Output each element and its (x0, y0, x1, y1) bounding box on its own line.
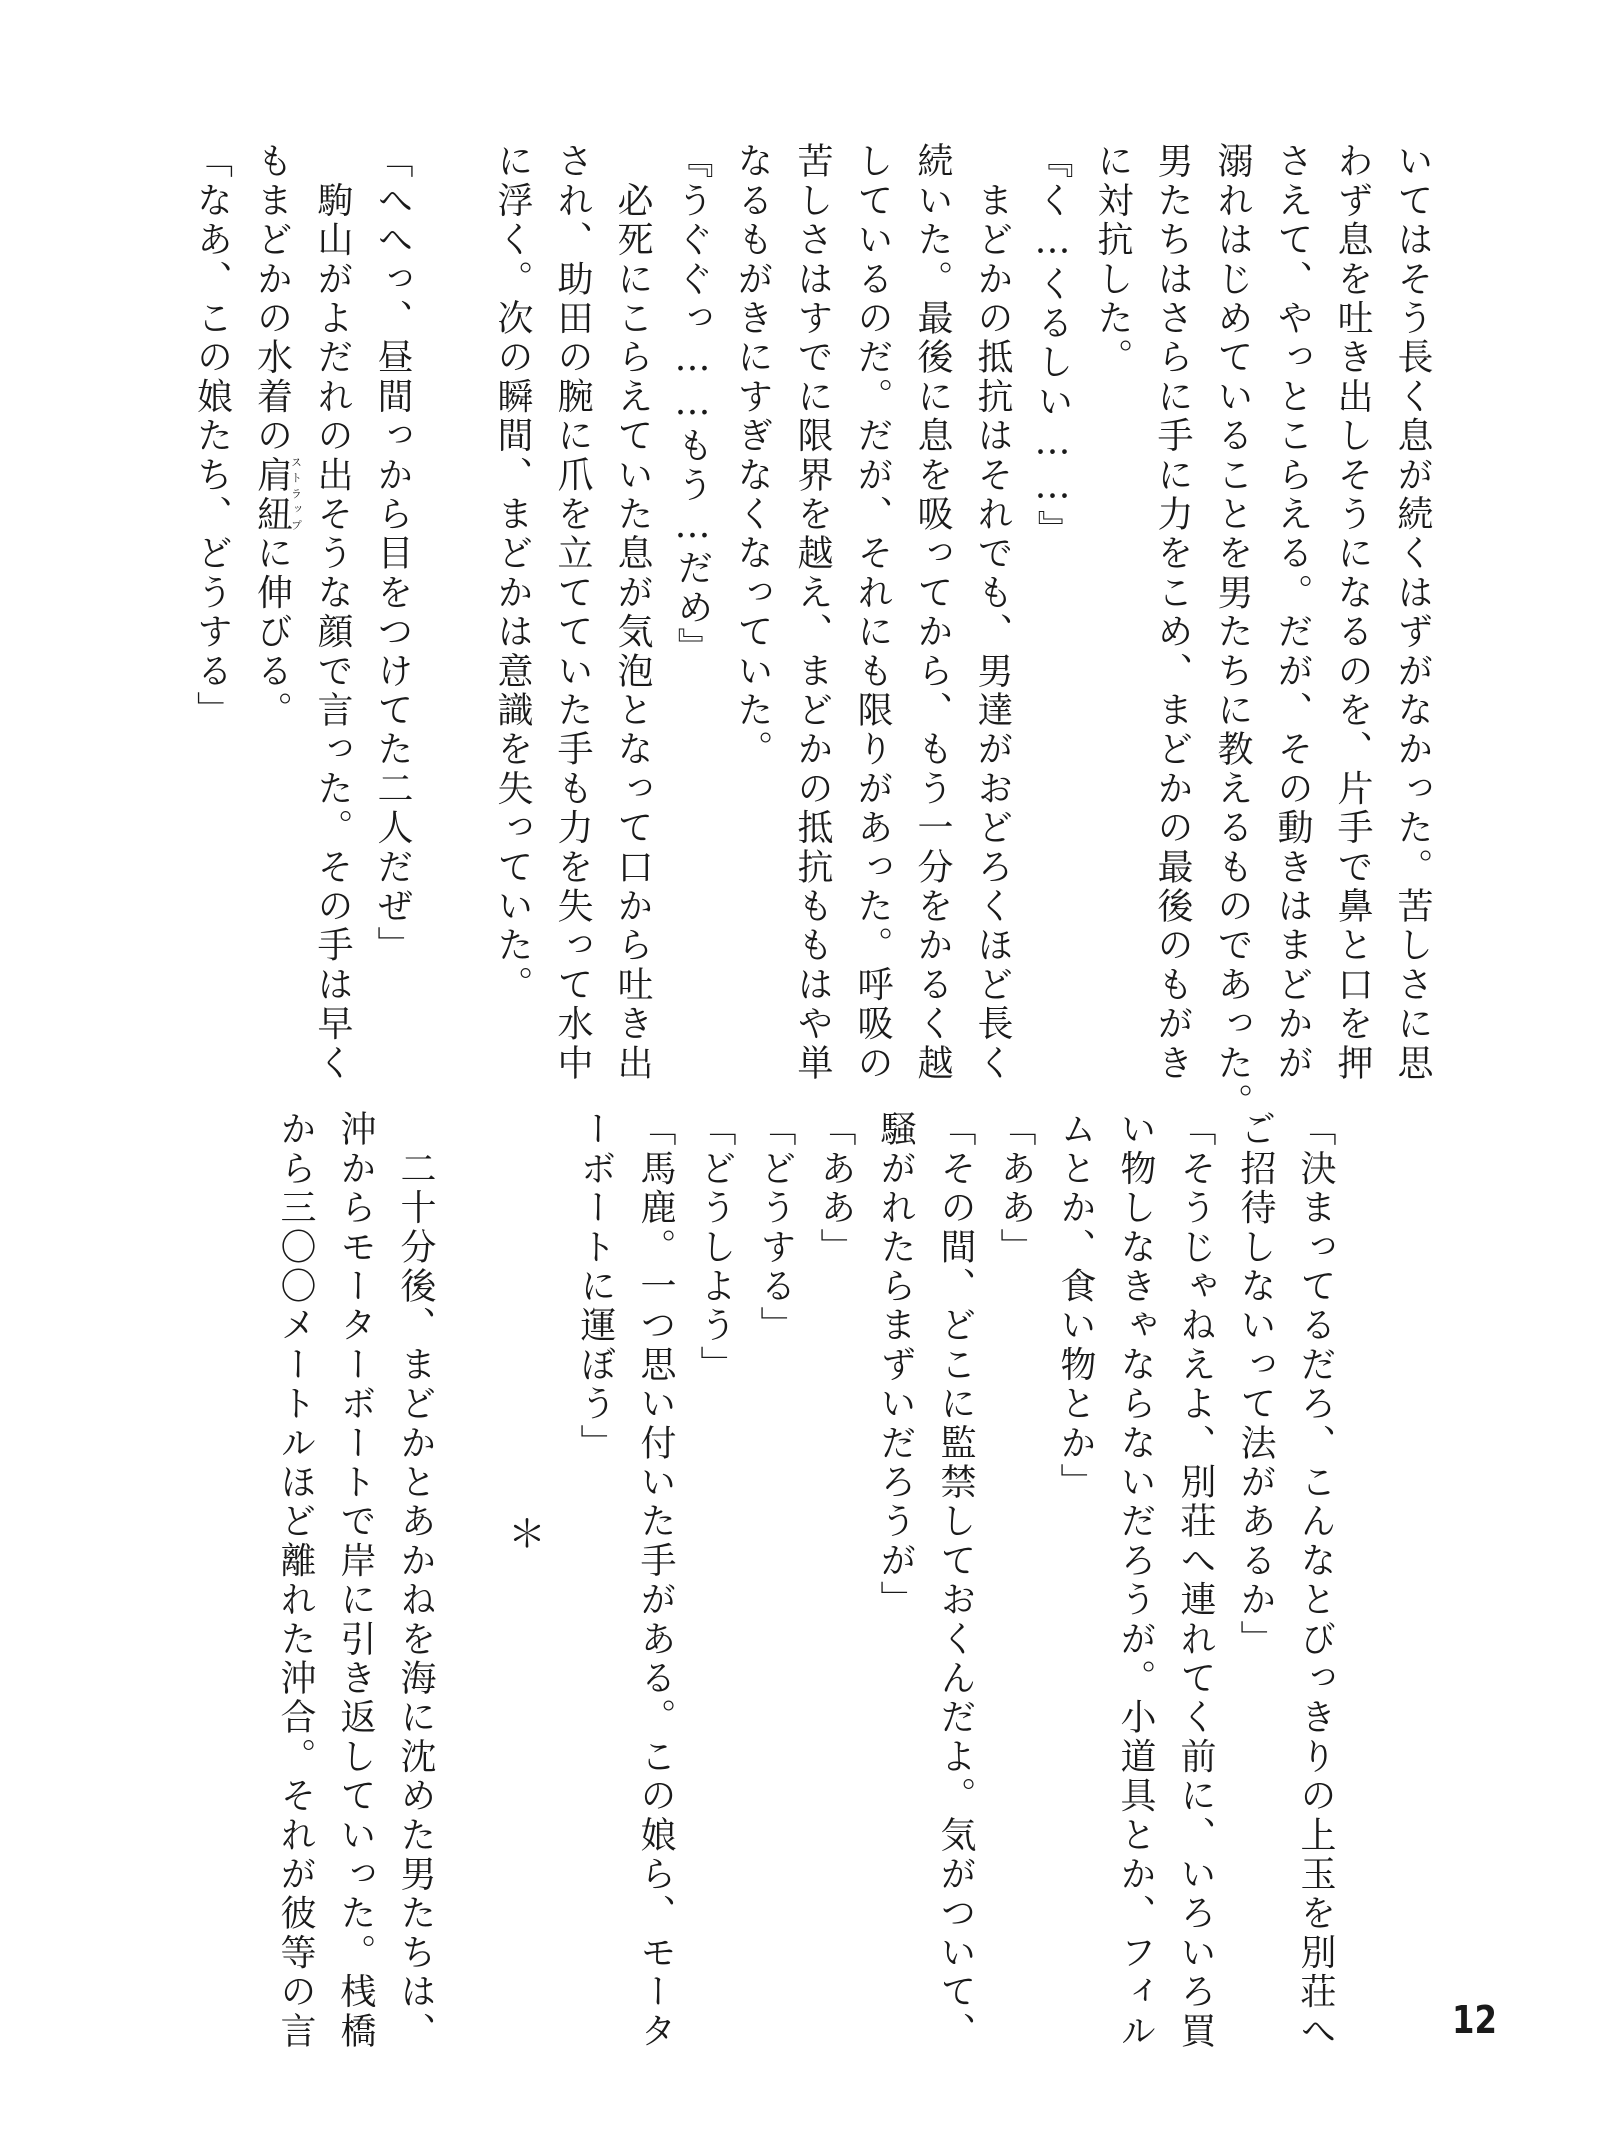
text-line: 駒山がよだれの出そうな顔で言った。その手は早く (312, 142, 353, 1083)
text-line: 「へへっ、昼間っから目をつけてた二人だぜ」 (372, 142, 413, 966)
text-line: に浮く。次の瞬間、まどかは意識を失っていた。 (492, 142, 533, 1005)
section-separator: ＊ (508, 1512, 547, 1556)
text-line: 「決まってるだろ、こんなとびっきりの上玉を別荘へ (1295, 1110, 1336, 2051)
text-line: 沖からモーターボートで岸に引き返していった。桟橋 (335, 1110, 376, 2051)
text-line: 騒がれたらまずいだろうが」 (875, 1110, 916, 1620)
blank-line (422, 142, 482, 1012)
text-line: 二十分後、まどかとあかねを海に沈めた男たちは、 (395, 1110, 436, 2051)
text-line: まどかの抵抗はそれでも、男達がおどろくほど長く (972, 142, 1013, 1083)
text-line: 「ああ」 (995, 1110, 1036, 1267)
text-line-with-ruby (242, 142, 303, 1012)
text-line: ーボートに運ぼう」 (575, 1110, 616, 1463)
page-number: 12 (1452, 1998, 1497, 2042)
text-line: され、助田の腕に爪を立てていた手も力を失って水中 (552, 142, 593, 1083)
text-line: ご招待しないって法があるか」 (1235, 1110, 1276, 1659)
text-line: しているのだ。だが、それにも限りがあった。呼吸の (852, 142, 893, 1083)
upper-text-section (182, 142, 1443, 1122)
text-line: 必死にこらえていた息が気泡となって口から吐き出 (612, 142, 653, 1083)
text-line: 「なあ、この娘たち、どうする」 (191, 142, 233, 730)
text-line: 「どうする」 (755, 1110, 796, 1346)
ruby-annotation: 肩紐ストラップ (251, 455, 303, 535)
text-line: わず息を吐き出しそうになるのを、片手で鼻と口を押 (1332, 142, 1373, 1083)
text-line: いてはそう長く息が続くはずがなかった。苦しさに思 (1392, 142, 1433, 1083)
text-line: 『く…くるしい……』 (1032, 142, 1073, 549)
text-line: なるもがきにすぎなくなっていた。 (732, 142, 773, 770)
text-line: もまどかの水着の肩紐ストラップに伸びる。 (251, 142, 303, 731)
text-line: 溺れはじめていることを男たちに教えるものであった。 (1212, 142, 1253, 1122)
text-line: 男たちはさらに手に力をこめ、まどかの最後のもがき (1152, 142, 1193, 1083)
text-line: 「馬鹿。一つ思い付いた手がある。この娘ら、モータ (635, 1110, 676, 2051)
text-line: 『うぐぐっ……もう…だめ』 (672, 142, 713, 667)
blank-line (445, 1110, 505, 1990)
text-line: 「その間、どこに監禁しておくんだよ。気がついて、 (935, 1110, 976, 2051)
text-line: 「そうじゃねえよ、別荘へ連れてく前に、いろいろ買 (1175, 1110, 1216, 2051)
text-line: から三〇〇メートルほど離れた沖合。それが彼等の言 (275, 1110, 316, 2051)
lower-text-section (265, 1110, 1345, 2051)
text-line: ムとか、食い物とか」 (1055, 1110, 1096, 1502)
text-line: さえて、やっとこらえる。だが、その動きはまどかが (1272, 142, 1313, 1083)
text-line: に対抗した。 (1092, 142, 1133, 378)
text-line: 続いた。最後に息を吸ってから、もう一分をかるく越 (912, 142, 953, 1083)
text-line: い物しなきゃならないだろうが。小道具とか、フィル (1115, 1110, 1156, 2051)
text-line: 「どうしよう」 (695, 1110, 736, 1385)
text-line: 苦しさはすでに限界を越え、まどかの抵抗ももはや単 (792, 142, 833, 1083)
text-line: 「ああ」 (815, 1110, 856, 1267)
